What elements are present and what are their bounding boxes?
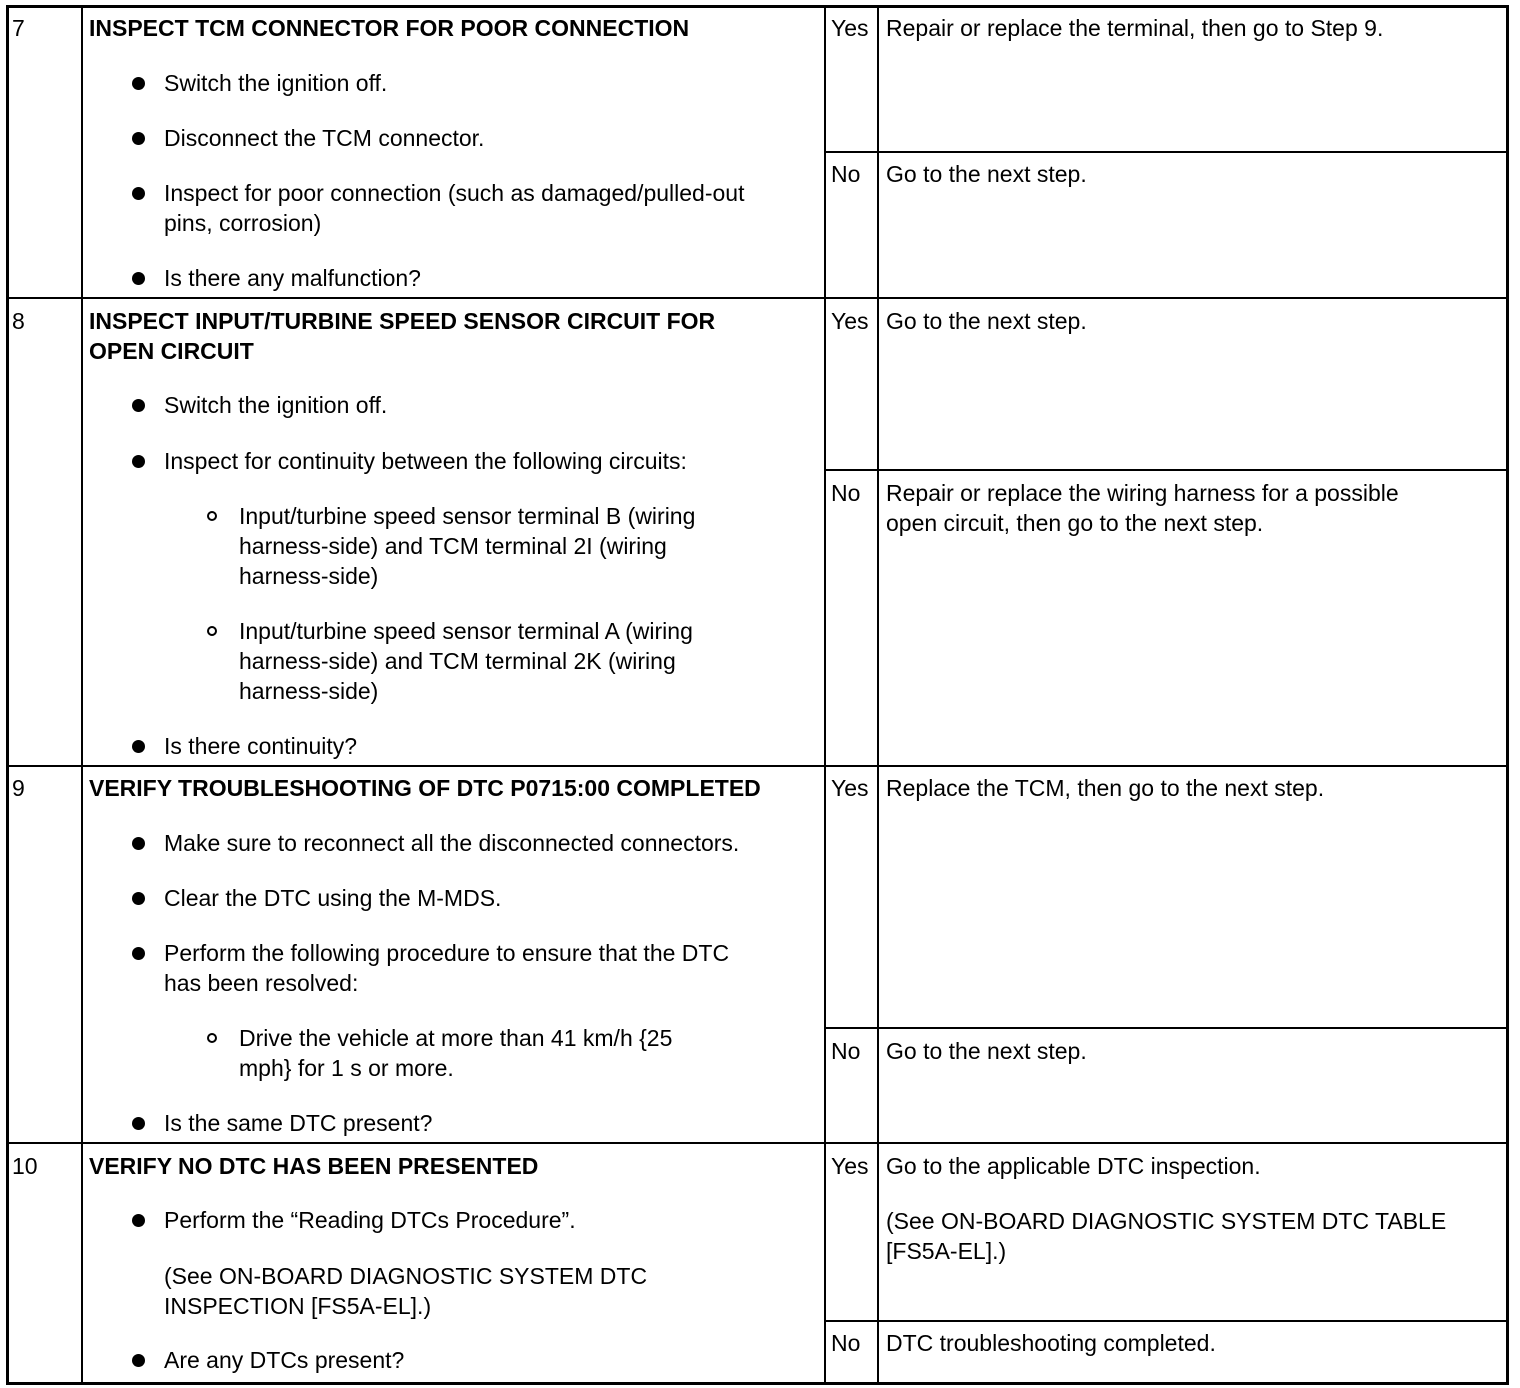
step-9-no-label: No: [831, 1038, 861, 1064]
step-8-sub-2-line2: harness-side) and TCM terminal 2K (wiring: [239, 648, 676, 674]
step-10-bullet-1: Perform the “Reading DTCs Procedure”.: [164, 1207, 576, 1233]
bullet: [132, 1354, 145, 1367]
step-8-bullet-2: Inspect for continuity between the following circuits:: [164, 448, 687, 474]
column-divider-result: [877, 6, 879, 1383]
bullet: [132, 1214, 145, 1227]
step-7-bullet-2: Disconnect the TCM connector.: [164, 125, 485, 151]
step-10-bullet-2: Are any DTCs present?: [164, 1347, 405, 1373]
step-8-sub-1-line1: Input/turbine speed sensor terminal B (wiring: [239, 503, 696, 529]
bullet: [132, 272, 145, 285]
bullet: [132, 455, 145, 468]
step-7-yes-label: Yes: [831, 15, 869, 41]
bullet: [132, 399, 145, 412]
step-10-no-action: DTC troubleshooting completed.: [886, 1330, 1216, 1356]
step-number-7: 7: [12, 15, 25, 41]
step-8-sub-1-line3: harness-side): [239, 563, 379, 589]
step-number-8: 8: [12, 308, 25, 334]
column-divider-action: [824, 6, 826, 1383]
step-7-no-action: Go to the next step.: [886, 161, 1087, 187]
yes-no-divider-7: [825, 151, 1507, 153]
step-9-yes-action: Replace the TCM, then go to the next step.: [886, 775, 1325, 801]
step-9-no-action: Go to the next step.: [886, 1038, 1087, 1064]
step-7-bullet-1: Switch the ignition off.: [164, 70, 388, 96]
step-8-bullet-3: Is there continuity?: [164, 733, 358, 759]
bullet: [132, 740, 145, 753]
step-9-bullet-4: Is the same DTC present?: [164, 1110, 433, 1136]
step-9-bullet-1: Make sure to reconnect all the disconnected connectors.: [164, 830, 740, 856]
step-10-yes-reference-line2: [FS5A-EL].): [886, 1238, 1007, 1264]
bullet: [132, 1117, 145, 1130]
step-number-9: 9: [12, 775, 25, 801]
sub-bullet: [207, 626, 217, 636]
step-10-no-label: No: [831, 1330, 861, 1356]
step-9-bullet-3: Perform the following procedure to ensure that the DTC: [164, 940, 730, 966]
row-divider-8-9: [7, 765, 1507, 767]
step-8-sub-1-line2: harness-side) and TCM terminal 2I (wiring: [239, 533, 667, 559]
row-divider-9-10: [7, 1142, 1507, 1144]
step-title-8-line2: OPEN CIRCUIT: [89, 338, 254, 364]
step-7-no-label: No: [831, 161, 861, 187]
step-9-bullet-2: Clear the DTC using the M-MDS.: [164, 885, 502, 911]
step-10-yes-label: Yes: [831, 1153, 869, 1179]
step-8-sub-2-line1: Input/turbine speed sensor terminal A (wiring: [239, 618, 693, 644]
step-10-reference-line2: INSPECTION [FS5A-EL].): [164, 1293, 432, 1319]
step-7-bullet-3-cont: pins, corrosion): [164, 210, 322, 236]
column-divider-step: [81, 6, 83, 1383]
step-10-yes-reference-line1: (See ON-BOARD DIAGNOSTIC SYSTEM DTC TABLE: [886, 1208, 1447, 1234]
bullet: [132, 77, 145, 90]
step-8-no-action-line1: Repair or replace the wiring harness for a possible: [886, 480, 1399, 506]
step-8-no-label: No: [831, 480, 861, 506]
bullet: [132, 187, 145, 200]
sub-bullet: [207, 1033, 217, 1043]
step-10-reference-line1: (See ON-BOARD DIAGNOSTIC SYSTEM DTC: [164, 1263, 648, 1289]
bullet: [132, 892, 145, 905]
step-9-sub-1-line2: mph} for 1 s or more.: [239, 1055, 454, 1081]
step-title-7: INSPECT TCM CONNECTOR FOR POOR CONNECTION: [89, 15, 690, 41]
step-title-8-line1: INSPECT INPUT/TURBINE SPEED SENSOR CIRCUIT FOR: [89, 308, 716, 334]
step-8-bullet-1: Switch the ignition off.: [164, 392, 388, 418]
step-number-10: 10: [12, 1153, 38, 1179]
step-7-bullet-4: Is there any malfunction?: [164, 265, 421, 291]
sub-bullet: [207, 511, 217, 521]
step-9-yes-label: Yes: [831, 775, 869, 801]
bullet: [132, 132, 145, 145]
yes-no-divider-8: [825, 469, 1507, 471]
step-8-yes-label: Yes: [831, 308, 869, 334]
step-8-yes-action: Go to the next step.: [886, 308, 1087, 334]
step-9-sub-1-line1: Drive the vehicle at more than 41 km/h {25: [239, 1025, 673, 1051]
bullet: [132, 837, 145, 850]
yes-no-divider-10: [825, 1320, 1507, 1322]
step-9-bullet-3-cont: has been resolved:: [164, 970, 359, 996]
step-title-10: VERIFY NO DTC HAS BEEN PRESENTED: [89, 1153, 539, 1179]
step-7-yes-action: Repair or replace the terminal, then go to Step 9.: [886, 15, 1384, 41]
bullet: [132, 947, 145, 960]
row-divider-7-8: [7, 297, 1507, 299]
step-8-sub-2-line3: harness-side): [239, 678, 379, 704]
step-7-bullet-3: Inspect for poor connection (such as damaged/pulled-out: [164, 180, 745, 206]
yes-no-divider-9: [825, 1027, 1507, 1029]
step-8-no-action-line2: open circuit, then go to the next step.: [886, 510, 1264, 536]
step-title-9: VERIFY TROUBLESHOOTING OF DTC P0715:00 COMPLETED: [89, 775, 761, 801]
step-10-yes-action: Go to the applicable DTC inspection.: [886, 1153, 1261, 1179]
